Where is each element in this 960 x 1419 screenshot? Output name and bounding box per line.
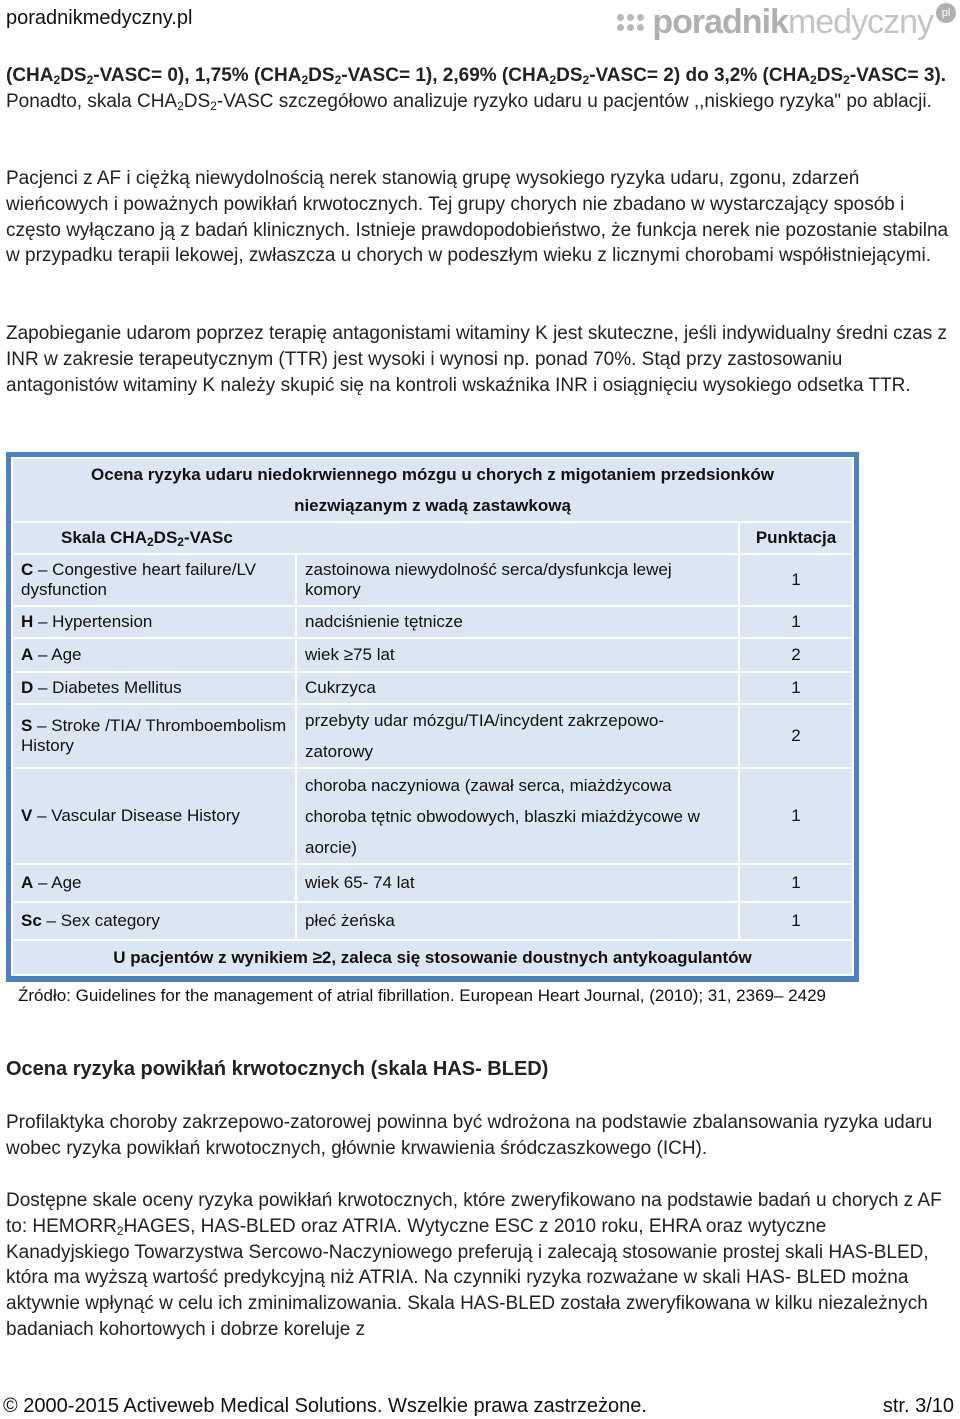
paragraph-prophylaxis: Profilaktyka choroby zakrzepowo-zatorowej powinna być wdrożona na podstawie zbalansowania ryzyka udaru wobec ryzyka powikłań krwotocznych, głównie krwawienia śródczaszkowego (ICH). bbox=[6, 1112, 933, 1159]
cha2ds2-vasc-table bbox=[6, 452, 859, 982]
risk-factor-en: V – Vascular Disease History bbox=[12, 768, 296, 864]
risk-table bbox=[11, 457, 854, 976]
paragraph-vka: Zapobieganie udarom poprzez terapię antagonistami witaminy K jest skuteczne, jeśli indywidualny średni czas z INR w zakresie terapeutycznym (TTR) jest wysoki i wynosi np. ponad 70%. Stąd przy zastosowaniu antagonistów witaminy K należy skupić się na kontroli wskaźnika INR i osiągnięciu wysokiego odsetka TTR. bbox=[6, 323, 947, 396]
logo-text: poradnikmedyczny bbox=[652, 2, 933, 41]
page-number: str. 3/10 bbox=[882, 1395, 954, 1417]
table-header-scale: Skala $CHA_2DS_2$-VASc bbox=[12, 522, 739, 554]
table-row bbox=[12, 864, 853, 902]
intro-paragraph: $(CHA_2DS_2-VASC= 0)$, 1,75% $(CHA_2DS_2-VASC= 1)$, 2,69% $(CHA_2DS_2-VASC= 2)$ do 3,2% $(CHA_2DS_2-VASC= 3)$. Ponadto, skala $CHA_2DS_2$-VASC szczegółowo analizuje ryzyko udaru u pacjentów ,,niskiego ryzyka" po ablacji. bbox=[6, 65, 947, 113]
table-source: Źródło: Guidelines for the management of atrial fibrillation. European Heart Journal, (2010); 31, 2369– 2429 bbox=[18, 986, 826, 1005]
copyright: © 2000-2015 Activeweb Medical Solutions. Wszelkie prawa zastrzeżone. bbox=[3, 1395, 647, 1417]
risk-factor-pl: nadciśnienie tętnicze bbox=[296, 606, 739, 638]
risk-factor-en: C – Congestive heart failure/LV dysfunction bbox=[12, 554, 296, 606]
logo-dots-icon bbox=[617, 14, 644, 31]
page-footer bbox=[0, 1392, 960, 1419]
risk-points: 1 bbox=[739, 864, 853, 902]
risk-factor-en: D – Diabetes Mellitus bbox=[12, 672, 296, 704]
table-title: Ocena ryzyka udaru niedokrwiennego mózgu u chorych z migotaniem przedsionków niezwiązanym z wadą zastawkową bbox=[12, 458, 853, 522]
table-row bbox=[12, 768, 853, 864]
risk-points: 1 bbox=[739, 902, 853, 940]
risk-factor-en: H – Hypertension bbox=[12, 606, 296, 638]
risk-factor-pl: zastoinowa niewydolność serca/dysfunkcja lewej komory bbox=[296, 554, 739, 606]
table-row bbox=[12, 554, 853, 606]
table-title-row bbox=[12, 458, 853, 522]
risk-factor-en: Sc – Sex category bbox=[12, 902, 296, 940]
risk-factor-pl: wiek ≥75 lat bbox=[296, 638, 739, 672]
risk-factor-en: A – Age bbox=[12, 864, 296, 902]
risk-factor-pl: choroba naczyniowa (zawał serca, miażdżycowa choroba tętnic obwodowych, blaszki miażdżycowe w aorcie) bbox=[296, 768, 739, 864]
section-heading: Ocena ryzyka powikłań krwotocznych (skala HAS- BLED) bbox=[6, 1058, 549, 1080]
risk-points: 1 bbox=[739, 554, 853, 606]
table-row bbox=[12, 902, 853, 940]
risk-points: 2 bbox=[739, 704, 853, 768]
risk-points: 1 bbox=[739, 606, 853, 638]
table-row bbox=[12, 672, 853, 704]
table-row bbox=[12, 606, 853, 638]
table-footer-row bbox=[12, 940, 853, 975]
table-row bbox=[12, 638, 853, 672]
paragraph-bleeding-scales: Dostępne skale oceny ryzyka powikłań krwotocznych, które zweryfikowano na podstawie badań u chorych z AF to: $HEMORR_2HAGES$, HAS-BLED oraz ATRIA. Wytyczne ESC z 2010 roku, EHRA oraz wytyczne Kanadyjskiego Towarzystwa Sercowo-Naczyniowego preferują i zalecają stosowanie prostej skali HAS-BLED, która ma wyższą wartość predykcyjną niż ATRIA. Na czynniki ryzyka rozważane w skali HAS- BLED można aktywnie wpłynąć w celu ich zminimalizowania. Skala HAS-BLED została zweryfikowana w kilku niezależnych badaniach kohortowych i dobrze koreluje z bbox=[6, 1190, 942, 1340]
logo-badge: pl bbox=[936, 3, 956, 23]
paragraph-renal: Pacjenci z AF i ciężką niewydolnością nerek stanowią grupę wysokiego ryzyka udaru, zgonu, zdarzeń wieńcowych i poważnych powikłań krwotocznych. Tej grupy chorych nie zbadano w wystarczający sposób i często wyłączano ją z badań klinicznych. Istnieje prawdopodobieństwo, że funkcja nerek nie pozostanie stabilna w przypadku terapii lekowej, zwłaszcza u chorych w podeszłym wieku z licznymi chorobami współistniejącymi. bbox=[6, 168, 949, 267]
risk-factor-pl: przebyty udar mózgu/TIA/incydent zakrzepowo-zatorowy bbox=[296, 704, 739, 768]
page-header bbox=[0, 0, 960, 45]
risk-factor-pl: Cukrzyca bbox=[296, 672, 739, 704]
risk-factor-en: A – Age bbox=[12, 638, 296, 672]
risk-factor-pl: płeć żeńska bbox=[296, 902, 739, 940]
site-name[interactable]: poradnikmedyczny.pl bbox=[6, 7, 193, 29]
site-logo[interactable] bbox=[617, 2, 956, 42]
table-header-points: Punktacja bbox=[739, 522, 853, 554]
risk-points: 1 bbox=[739, 672, 853, 704]
table-header-row bbox=[12, 522, 853, 554]
risk-points: 1 bbox=[739, 768, 853, 864]
risk-factor-en: S – Stroke /TIA/ Thromboembolism History bbox=[12, 704, 296, 768]
table-recommendation: U pacjentów z wynikiem ≥2, zaleca się stosowanie doustnych antykoagulantów bbox=[12, 940, 853, 975]
table-row bbox=[12, 704, 853, 768]
risk-factor-pl: wiek 65- 74 lat bbox=[296, 864, 739, 902]
risk-points: 2 bbox=[739, 638, 853, 672]
